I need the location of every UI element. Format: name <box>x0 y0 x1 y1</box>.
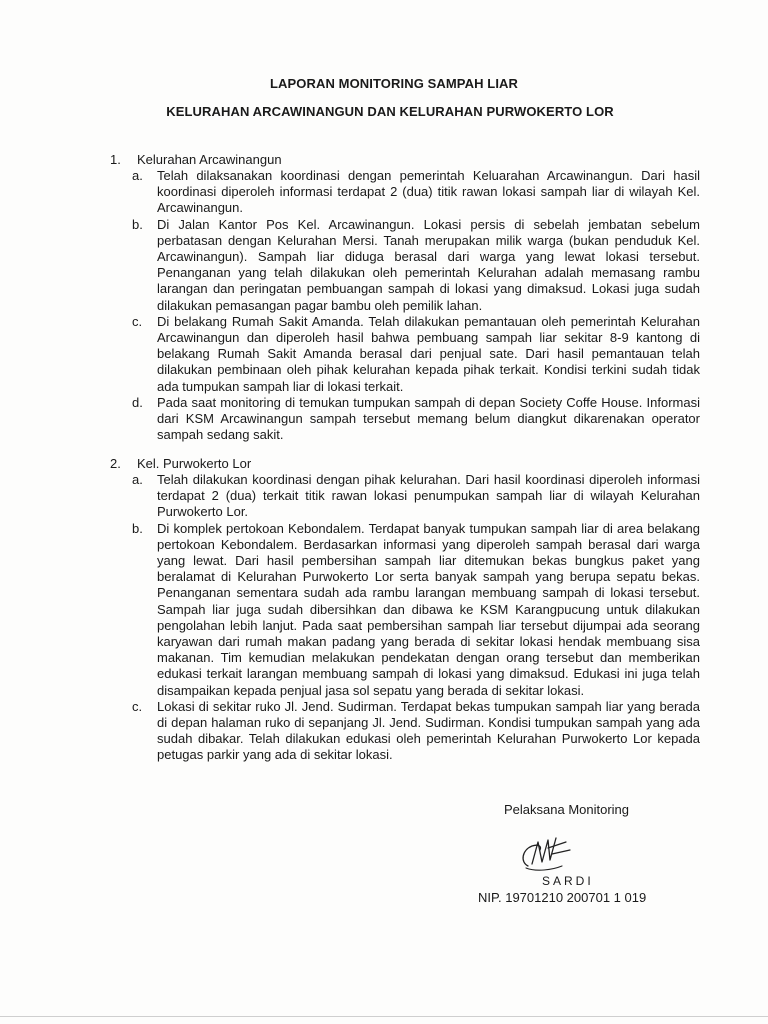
item-letter: a. <box>132 168 143 183</box>
item-letter: b. <box>132 520 143 536</box>
signatory-name: SARDI <box>542 874 594 888</box>
item-text: Di komplek pertokoan Kebondalem. Terdapat banyak tumpukan sampah liar di area belakang pertokoan Kebondalem. Berdasarkan informasi yang diperoleh sampah berasal dari warga yang lewat. Dari hasil pembersihan sampah liar ditemukan bekas bungkus paket yang beralamat di Kelurahan Purwokerto Lor serta banyak sampah yang berupa sepatu bekas. Penanganan sementara sudah ada rambu larangan membuang sampah di lokasi tersebut. Sampah liar juga sudah dibersihkan dan dibawa ke KSM Karangpucung untuk dilakukan pengolahan lebih lanjut. Pada saat pembersihan sampah liar tersebut dijumpai ada seorang karyawan dari rumah makan padang yang berada di sekitar lokasi hendak membuang sisa makanan. Tim kemudian melakukan pendekatan dengan orang tersebut dan memberikan edukasi terkait larangan membuang sampah di lokasi yang dimaksud. Edukasi ini juga telah disampaikan kepada penjual jasa sol sepatu yang berada di sekitar lokasi. <box>157 520 700 698</box>
item-letter: d. <box>132 394 143 410</box>
handwritten-signature-icon <box>518 836 574 874</box>
section-item-list <box>110 168 700 443</box>
list-item <box>110 395 700 444</box>
document-header <box>0 76 768 120</box>
section-title: Kelurahan Arcawinangun <box>137 152 282 167</box>
page-edge-divider <box>0 1016 768 1017</box>
signatory-role: Pelaksana Monitoring <box>504 802 630 817</box>
item-text: Di Jalan Kantor Pos Kel. Arcawinangun. Lokasi persis di sebelah jembatan sebelum perbatasan dengan Kelurahan Mersi. Tanah merupakan milik warga (bukan penduduk Kel. Arcawinangun). Sampah liar diduga berasal dari warga yang lewat lokasi tersebut. Penanganan yang telah dilakukan oleh pemerintah Kelurahan adalah memasang rambu larangan dan peringatan pembuangan sampah di lokasi yang dimaksud. Lokasi juga sudah dilakukan pemasangan pagar bambu oleh pemilik lahan. <box>157 216 700 313</box>
section-kelurahan-arcawinangun <box>110 152 700 443</box>
item-text: Telah dilakukan koordinasi dengan pihak kelurahan. Dari hasil koordinasi diperoleh informasi terdapat 2 (dua) terkait titik rawan lokasi penumpukan sampah liar di wilayah Kelurahan Purwokerto Lor. <box>157 472 700 520</box>
list-item <box>110 314 700 395</box>
item-text: Telah dilaksanakan koordinasi dengan pemerintah Keluarahan Arcawinangun. Dari hasil koordinasi diperoleh informasi terdapat 2 (dua) titik rawan lokasi sampah liar di wilayah Kel. Arcawinangun. <box>157 168 700 216</box>
item-letter: a. <box>132 472 143 487</box>
section-kel-purwokerto-lor <box>110 456 700 764</box>
item-text: Di belakang Rumah Sakit Amanda. Telah dilakukan pemantauan oleh pemerintah Kelurahan Arcawinangun dan diperoleh hasil bahwa pembuang sampah liar sekitar 8-9 kantong di belakang Rumah Sakit Amanda berasal dari penjual sate. Dari hasil pemantauan telah dilakukan pembinaan oleh pihak kelurahan kepada pihak terkait. Kondisi terkini sudah tidak ada tumpukan sampah liar di lokasi terkait. <box>157 313 700 394</box>
item-text: Lokasi di sekitar ruko Jl. Jend. Sudirman. Terdapat bekas tumpukan sampah liar yang berada di depan halaman ruko di sepanjang Jl. Jend. Sudirman. Kondisi tumpukan sampah yang ada sudah dibakar. Telah dilakukan edukasi oleh pemerintah Kelurahan Purwokerto Lor kepada petugas parkir yang ada di sekitar lokasi. <box>157 698 700 763</box>
document-subtitle: KELURAHAN ARCAWINANGUN DAN KELURAHAN PURWOKERTO LOR <box>166 104 614 119</box>
list-item <box>110 521 700 699</box>
document-title: LAPORAN MONITORING SAMPAH LIAR <box>269 76 519 91</box>
list-item <box>110 168 700 217</box>
section-heading <box>110 152 700 168</box>
section-heading <box>110 456 700 472</box>
item-letter: b. <box>132 216 143 232</box>
list-item <box>110 699 700 764</box>
section-number: 1. <box>110 152 121 167</box>
item-letter: c. <box>132 313 143 329</box>
section-title: Kel. Purwokerto Lor <box>137 456 252 471</box>
signatory-nip: NIP. 19701210 200701 1 019 <box>478 890 647 905</box>
section-number: 2. <box>110 456 121 471</box>
item-letter: c. <box>132 698 143 714</box>
list-item <box>110 472 700 521</box>
list-item <box>110 217 700 314</box>
item-text: Pada saat monitoring di temukan tumpukan sampah di depan Society Coffe House. Informasi dari KSM Arcawinangun sampah tersebut memang belum diangkut dikarenakan operator sampah sedang sakit. <box>157 394 700 443</box>
section-item-list <box>110 472 700 764</box>
